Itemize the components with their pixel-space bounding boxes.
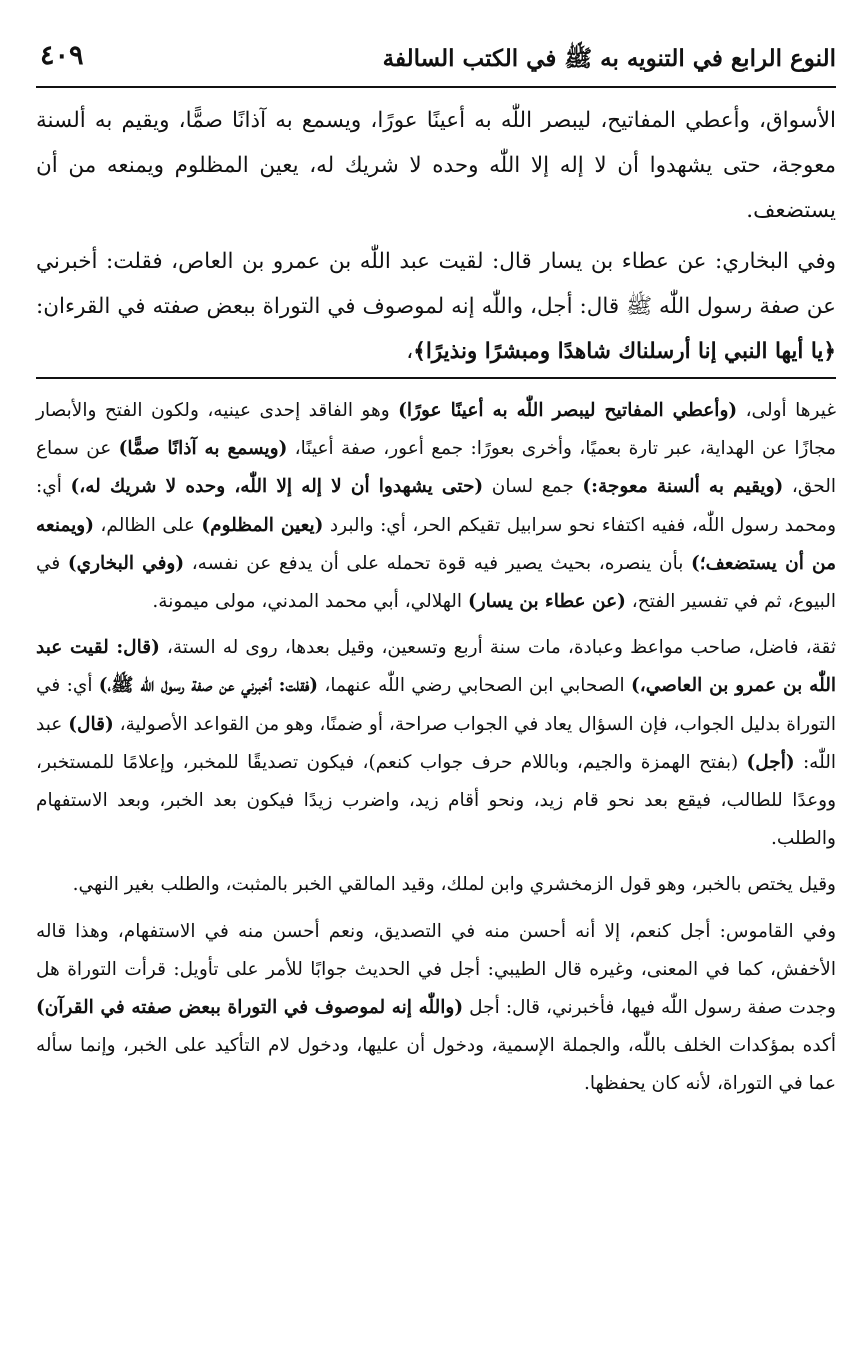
commentary-text: على الظالم، — [93, 514, 202, 536]
commentary-text: غيرها أولى، — [737, 400, 836, 421]
commentary-text: (بفتح الهمزة والجيم، وباللام حرف جواب كنعم)، فيكون تصديقًا للمخبر، وإعلامًا للمستخبر، ووعدًا للطالب، فيقع بعد نحو قام زيد، ونحو أقام زيد، واضرب زيدًا فيكون بعد الخبر، وبعد الاستفهام والطلب. — [36, 751, 836, 850]
main-paragraph-2 — [36, 239, 836, 374]
main-paragraph-1 — [36, 98, 836, 233]
commentary-quote: (عن عطاء بن يسار) — [467, 591, 626, 613]
commentary-quote: (قال: لقيت عبد اللّٰه بن عمرو بن العاصي،) — [36, 637, 836, 697]
commentary-text: وقيل يختص بالخبر، وهو قول الزمخشري وابن لملك، وقيد المالقي الخبر بالمثبت، والطلب بغير النهي. — [72, 874, 836, 896]
commentary-quote: (يعين المظلوم) — [201, 514, 324, 536]
commentary-text: أي: في التوراة بدليل الجواب، فإن السؤال يعاد في الجواب صراحة، أو ضمنًا، وهو من القواعد الأصولية، — [36, 675, 836, 735]
commentary-quote: (ويمنعه من أن يستضعف؛) — [36, 514, 837, 574]
commentary-paragraph-3 — [36, 866, 836, 904]
commentary-quote: (حتى يشهدوا أن لا إله إلا اللّٰه، وحده لا شريك له،) — [70, 476, 484, 498]
commentary-quote: (ويسمع به آذانًا صمًّا) — [118, 438, 288, 460]
commentary — [36, 392, 836, 1104]
main-paragraph-2-text: وفي البخاري: عن عطاء بن يسار قال: لقيت عبد اللّٰه بن عمرو بن العاص، فقلت: أخبرني عن صفة رسول اللّٰه ﷺ قال: أجل، واللّٰه إنه لموصوف في التوراة ببعض صفته في القرءان: — [36, 249, 836, 319]
commentary-quote: (ويقيم به ألسنة معوجة:) — [582, 476, 784, 498]
commentary-text: الهلالي، أبي محمد المدني، مولى ميمونة. — [152, 591, 468, 613]
commentary-quote: (قال) — [68, 713, 114, 735]
commentary-text: جمع لسان — [483, 476, 583, 498]
commentary-text: في البيوع، ثم في تفسير الفتح، — [36, 552, 836, 613]
main-paragraph-2-end: ، — [406, 339, 414, 364]
commentary-quote: (وأعطي المفاتيح ليبصر اللّٰه به أعينًا عورًا) — [398, 400, 738, 421]
commentary-quote: (وفي البخاري) — [67, 552, 185, 574]
commentary-quote: (واللّٰه إنه لموصوف في التوراة ببعض صفته في القرآن) — [36, 997, 464, 1019]
page-header — [36, 38, 836, 88]
commentary-quote: (فقلت: أخبرني عن صفة رسول اللّٰه ﷺ،) — [98, 675, 319, 697]
page-number: ٤٠٩ — [40, 40, 84, 71]
commentary-text: أكده بمؤكدات الخلف باللّٰه، والجملة الإسمية، ودخول أن عليها، ودخول لام التأكيد على الخبر، وإنما سأله عما في التوراة، لأنه كان يحفظها. — [36, 1035, 836, 1095]
commentary-paragraph-4 — [36, 913, 836, 1104]
main-text — [36, 98, 836, 374]
commentary-text: الصحابي ابن الصحابي رضي اللّٰه عنهما، — [318, 675, 632, 697]
commentary-text: وفي القاموس: أجل كنعم، إلا أنه أحسن منه في التصديق، ونعم أحسن منه في الاستفهام، وهذا قاله الأخفش، كما في المعنى، وغيره قال الطيبي: أجل في الحديث جوابًا للأمر على تأويل: قرأت التوراة هل وجدت صفة رسول اللّٰه فيها، فأخبرني، قال: أجل — [36, 920, 836, 1019]
commentary-paragraph-2 — [36, 629, 836, 858]
commentary-paragraph-1 — [36, 392, 836, 621]
commentary-text: عن سماع الحق، — [36, 438, 837, 498]
main-paragraph-1-text: الأسواق، وأعطي المفاتيح، ليبصر اللّٰه به أعينًا عورًا، ويسمع به آذانًا صمًّا، ويقيم به ألسنة معوجة، حتى يشهدوا أن لا إله إلا اللّٰه وحده لا شريك له، يعين المظلوم ويمنعه من أن يستضعف. — [36, 108, 836, 223]
running-title: النوع الرابع في التنويه به ﷺ في الكتب السالفة — [382, 45, 836, 72]
commentary-text: أي: ومحمد رسول اللّٰه، ففيه اكتفاء نحو سرابيل تقيكم الحر، أي: والبرد — [36, 476, 836, 536]
quran-quote: ﴿يا أيها النبي إنا أرسلناك شاهدًا ومبشرًا ونذيرًا﴾ — [413, 339, 836, 364]
commentary-text: ثقة، فاضل، صاحب مواعظ وعبادة، مات سنة أربع وتسعين، وقيل بعدها، روى له الستة، — [159, 637, 836, 659]
footnote-divider — [36, 377, 836, 379]
commentary-text: عبد اللّٰه: — [36, 713, 837, 773]
commentary-text: وهو الفاقد إحدى عينيه، ولكون الفتح والأبصار مجازًا عن الهداية، عبر تارة بعميًا، وأخرى بعورًا: جمع أعور، صفة أعينًا، — [36, 400, 836, 460]
commentary-quote: (أجل) — [746, 751, 795, 773]
commentary-text: بأن ينصره، بحيث يصير فيه قوة تحمله على أن يدفع عن نفسه، — [184, 552, 691, 574]
